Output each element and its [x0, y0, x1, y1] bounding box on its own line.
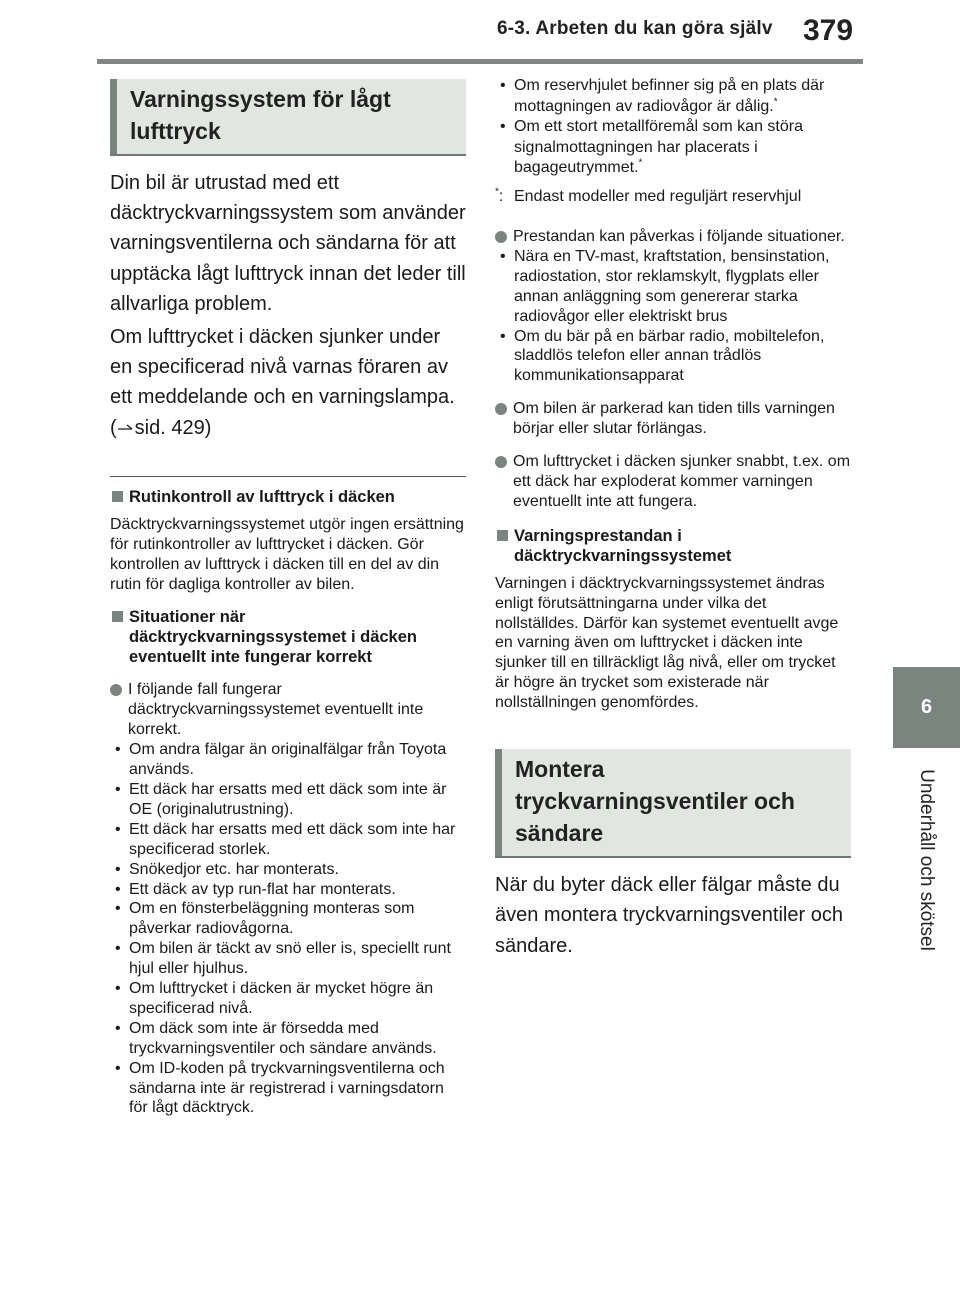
- circle-bullet-icon: [495, 456, 507, 468]
- list-item: • Om ID-koden på tryckvarningsventilerna och sändarna inte är registrerad i varningsdatorn för lågt däcktryck.: [110, 1059, 466, 1119]
- list-item: • Ett däck har ersatts med ett däck som inte har specificerad storlek.: [110, 820, 466, 860]
- list-item-text: Om ett stort metallföremål som kan störa signalmottagningen har placerats i bagageutrymmet.: [514, 118, 803, 177]
- list-item: [495, 76, 851, 117]
- list-item: • Snökedjor etc. har monterats.: [110, 860, 466, 880]
- section-header: 6-3. Arbeten du kan göra själv: [497, 18, 773, 39]
- footnote-colon: :: [498, 187, 504, 205]
- list-item: • Om du bär på en bärbar radio, mobiltelefon, sladdlös telefon eller annan trådlös kommunikationsapparat: [495, 327, 851, 387]
- subheading-text: Situationer när däcktryckvarningssystemet i däcken eventuellt inte fungerar korrekt: [129, 608, 417, 667]
- circle-item-text: I följande fall fungerar däcktryckvarningssystemet eventuellt inte korrekt.: [128, 681, 424, 739]
- circle-item: [495, 399, 851, 439]
- page-number: 379: [803, 14, 854, 47]
- list-item: • Om lufttrycket i däcken är mycket högre än specificerad nivå.: [110, 979, 466, 1019]
- list-item: • Nära en TV-mast, kraftstation, bensinstation, radiostation, stor reklamskylt, flygplats eller annan anläggning som genererar starka radiovågor eller elektriskt brus: [495, 247, 851, 327]
- section-title: Montera tryckvarningsventiler och sändare: [515, 756, 795, 847]
- section-title: Varningssystem för lågt lufttryck: [130, 86, 391, 144]
- list-item: • Ett däck av typ run-flat har monterats.: [110, 880, 466, 900]
- footnote: [495, 185, 851, 209]
- chapter-tab: [893, 667, 960, 748]
- circle-item: [495, 452, 851, 512]
- spare-wheel-list: [495, 76, 851, 179]
- chapter-label: Underhåll och skötsel: [916, 769, 937, 951]
- intro-paragraph: Din bil är utrustad med ett däcktryckvarningssystem som använder varningsventilerna och sändarna för att upptäcka lågt lufttryck innan det leder till allvarliga problem.: [110, 172, 466, 315]
- subheading-situations: [110, 607, 466, 667]
- section-box-low-pressure: [110, 79, 466, 156]
- circle-item-text: Prestandan kan påverkas i följande situationer.: [513, 227, 845, 245]
- circle-item: [495, 227, 851, 247]
- list-item: • Om bilen är täckt av snö eller is, speciellt runt hjul eller hjulhus.: [110, 939, 466, 979]
- footnote-marker: *: [638, 158, 643, 170]
- right-column: [495, 76, 851, 961]
- subheading-warning-performance: [495, 526, 851, 566]
- list-item: • Om däck som inte är försedda med tryckvarningsventiler och sändare används.: [110, 1019, 466, 1059]
- subheading-text: Rutinkontroll av lufttryck i däcken: [129, 487, 395, 506]
- chapter-number: 6: [920, 696, 933, 718]
- list-item: • Om andra fälgar än originalfälgar från Toyota används.: [110, 740, 466, 780]
- circle-item-text: Om bilen är parkerad kan tiden tills varningen börjar eller slutar förlängas.: [513, 400, 835, 438]
- footnote-text: Endast modeller med reguljärt reservhjul: [514, 187, 802, 205]
- left-column: [110, 79, 466, 1118]
- list-item-text: Om reservhjulet befinner sig på en plats där mottagningen av radiovågor är dålig.: [514, 77, 825, 115]
- routine-check-body: Däcktryckvarningssystemet utgör ingen ersättning för rutinkontroller av lufttrycket i däcken. Gör kontrollen av lufttryck i däcken till en del av din rutin för dagliga kontroller av bilen.: [110, 515, 464, 593]
- arrow-right-icon: [117, 413, 135, 443]
- header-rule: [97, 59, 863, 64]
- warning-performance-body: Varningen i däcktryckvarningssystemet ändras enligt förutsättningarna under vilka det nollställdes. Därför kan systemet eventuellt avge en varning även om lufttrycket i däcken inte sjunker till en tillräckligt låg nivå, eller om trycket är högre än trycket som existerade när nollställningen genomfördes.: [495, 574, 839, 712]
- list-item: • Ett däck har ersatts med ett däck som inte är OE (originalutrustning).: [110, 780, 466, 820]
- footnote-marker: *: [773, 96, 778, 108]
- circle-bullet-icon: [495, 403, 507, 415]
- circle-bullet-icon: [110, 684, 122, 696]
- footnote-asterisk: *: [495, 186, 499, 198]
- install-body: När du byter däck eller fälgar måste du även montera tryckvarningsventiler och sändare.: [495, 874, 843, 957]
- warning-text: Om lufttrycket i däcken sjunker under en specificerad nivå varnas föraren av ett meddelande och en varningslampa. (: [110, 326, 455, 439]
- square-bullet-icon: [497, 530, 508, 541]
- square-bullet-icon: [112, 491, 123, 502]
- situations-list: [110, 740, 466, 1118]
- footnote-label: [495, 185, 514, 209]
- page-reference-link[interactable]: sid. 429): [134, 416, 212, 439]
- interference-list: [495, 247, 851, 386]
- subsection-rule: [110, 476, 466, 477]
- square-bullet-icon: [112, 611, 123, 622]
- subheading-text: Varningsprestandan i däcktryckvarningssystemet: [514, 526, 732, 565]
- section-box-install-valves: [495, 749, 851, 858]
- subheading-routine-check: [110, 487, 466, 507]
- circle-item-text: Om lufttrycket i däcken sjunker snabbt, t.ex. om ett däck har exploderat kommer varningen eventuellt inte att fungera.: [513, 453, 851, 510]
- circle-item: [110, 680, 466, 740]
- list-item: [495, 117, 851, 179]
- warning-paragraph: [110, 322, 466, 443]
- list-item: • Om en fönsterbeläggning monteras som påverkar radiovågorna.: [110, 899, 466, 939]
- circle-bullet-icon: [495, 231, 507, 243]
